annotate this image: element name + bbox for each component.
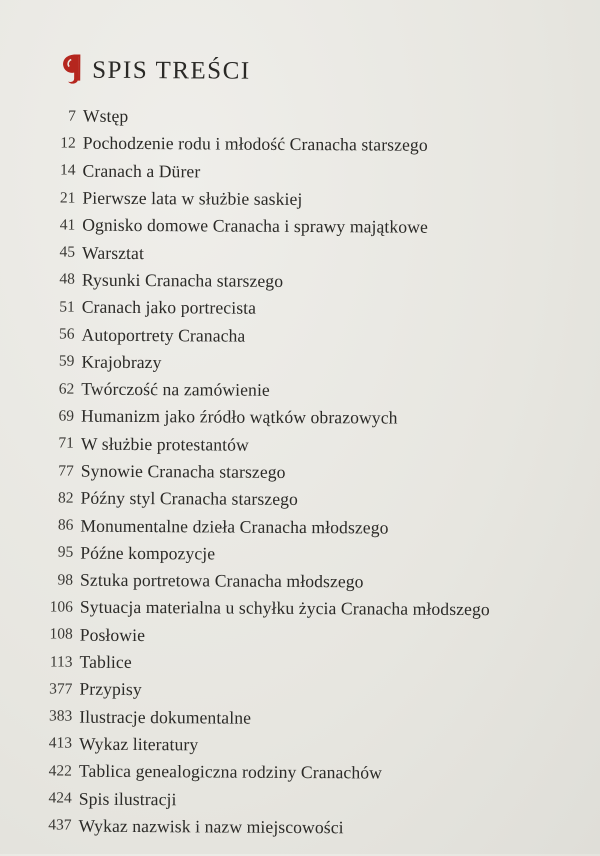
toc-entry	[0, 648, 599, 679]
toc-entry	[0, 785, 598, 816]
toc-entry-title: Humanizm jako źródło wątków obrazowych	[81, 406, 398, 429]
toc-entry	[0, 566, 599, 597]
toc-page-number: 106	[49, 598, 73, 616]
toc-entry	[1, 184, 600, 215]
toc-entry-title: Ognisko domowe Cranacha i sprawy majątkowe	[82, 214, 429, 238]
toc-page-number: 62	[58, 380, 75, 398]
toc-page-number: 71	[58, 434, 74, 452]
toc-page-number: 113	[49, 653, 73, 671]
toc-entry-title: Pochodzenie rodu i młodość Cranacha starszego	[82, 133, 428, 156]
toc-page-number: 14	[60, 161, 76, 179]
toc-page-number: 21	[59, 189, 76, 207]
toc-entry	[0, 457, 600, 488]
toc-page-number: 48	[59, 270, 75, 289]
toc-entry-title: Warsztat	[82, 242, 145, 263]
toc-entry	[0, 757, 598, 788]
toc-entry-title: Spis ilustracji	[78, 788, 177, 809]
toc-page-number: 377	[49, 680, 73, 698]
toc-page-number: 383	[48, 707, 73, 725]
toc-entry	[0, 430, 600, 461]
toc-entry	[0, 539, 599, 570]
toc-entry-title: Twórczość na zamówienie	[81, 378, 270, 400]
toc-page-number: 413	[48, 734, 73, 753]
toc-entry-title: Późny styl Cranacha starszego	[80, 487, 299, 510]
toc-entry-title: Sztuka portretowa Cranacha młodszego	[80, 569, 364, 592]
toc-entry-title: Późne kompozycje	[80, 542, 216, 564]
toc-page-number: 437	[48, 816, 72, 834]
toc-page-number: 45	[59, 243, 76, 261]
toc-page-number: 56	[59, 325, 75, 343]
toc-entry	[1, 239, 600, 270]
toc-page-number: 86	[57, 516, 74, 534]
toc-entry-title: Przypisy	[79, 679, 142, 700]
toc-page-number: 108	[49, 625, 73, 643]
toc-page-number: 77	[58, 462, 74, 480]
toc-entry	[0, 621, 599, 652]
toc-entry	[0, 675, 598, 706]
toc-entry	[1, 157, 600, 188]
toc-page-number: 41	[59, 216, 76, 234]
toc-entry	[2, 102, 600, 133]
toc-entry-title: Sytuacja materialna u schyłku życia Cranacha młodszego	[79, 597, 490, 620]
toc-page-number: 59	[58, 352, 75, 370]
toc-entry	[0, 484, 600, 515]
toc-entry	[1, 293, 600, 324]
toc-entry-title: Synowie Cranacha starszego	[80, 460, 286, 482]
toc-entry	[1, 211, 600, 242]
toc-entry-title: Wykaz literatury	[79, 733, 199, 755]
toc-entry-title: Cranach jako portrecista	[81, 296, 257, 318]
toc-page-number: 422	[48, 762, 72, 780]
toc-page-number: 424	[48, 789, 72, 807]
toc-page-number: 82	[58, 489, 74, 507]
toc-entry	[0, 594, 599, 625]
toc-entry-title: Autoportrety Cranacha	[81, 324, 246, 346]
toc-entry	[0, 375, 600, 406]
toc-page-number: 95	[57, 543, 74, 562]
toc-entry	[0, 730, 598, 761]
toc-page-number: 69	[58, 407, 75, 425]
table-of-contents	[0, 102, 600, 843]
toc-entry	[0, 402, 600, 433]
toc-entry	[0, 703, 598, 734]
toc-entry-title: Cranach a Dürer	[82, 160, 201, 182]
toc-entry-title: Tablica genealogiczna rodziny Cranachów	[78, 760, 383, 783]
toc-entry-title: Wykaz nazwisk i nazw miejscowości	[78, 815, 344, 838]
toc-entry	[0, 348, 600, 379]
toc-page-number: 12	[60, 134, 76, 152]
pilcrow-ornament-icon	[58, 52, 84, 86]
toc-entry-title: Krajobrazy	[81, 351, 162, 372]
toc-entry	[0, 321, 600, 352]
page-title: SPIS TREŚCI	[92, 56, 251, 85]
toc-header	[58, 49, 251, 90]
toc-entry	[0, 812, 598, 843]
toc-entry	[2, 129, 600, 160]
toc-entry-title: Ilustracje dokumentalne	[79, 706, 252, 728]
toc-page-number: 7	[68, 107, 76, 125]
toc-page-number: 51	[59, 298, 75, 316]
toc-entry-title: Tablice	[79, 651, 132, 673]
toc-entry-title: W służbie protestantów	[80, 433, 249, 455]
toc-entry	[1, 266, 600, 297]
toc-entry-title: Posłowie	[79, 624, 146, 645]
toc-entry-title: Pierwsze lata w służbie saskiej	[82, 187, 303, 210]
toc-entry-title: Monumentalne dzieła Cranacha młodszego	[80, 515, 389, 538]
toc-page-number: 98	[57, 571, 74, 589]
toc-entry-title: Rysunki Cranacha starszego	[81, 269, 284, 291]
toc-entry	[0, 512, 599, 543]
toc-entry-title: Wstęp	[82, 105, 129, 127]
